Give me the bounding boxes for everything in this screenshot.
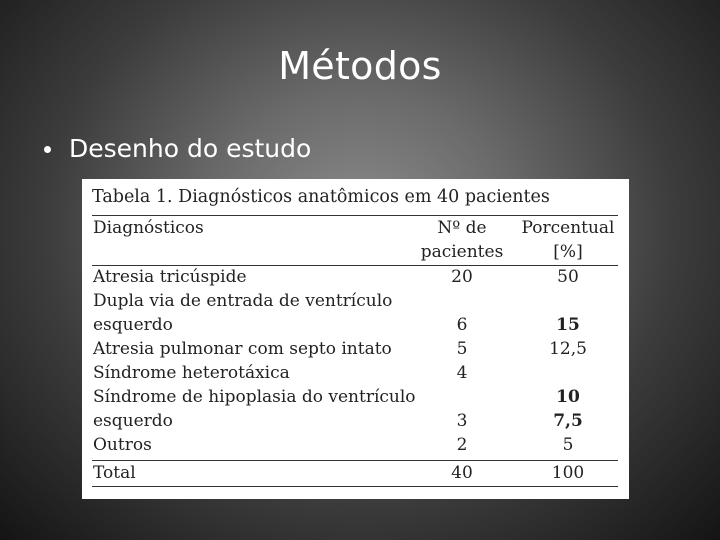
row-label: Atresia pulmonar com septo intato — [93, 339, 392, 359]
row-label: esquerdo — [93, 315, 173, 335]
row-label: esquerdo — [93, 411, 173, 431]
bullet-icon — [44, 146, 51, 153]
row-n: 20 — [451, 267, 473, 287]
bullet-text: Desenho do estudo — [69, 134, 312, 163]
row-label: Síndrome heterotáxica — [93, 363, 290, 383]
header-n-line1: Nº de — [437, 218, 487, 238]
row-pct: 15 — [556, 315, 580, 335]
row-n: 5 — [456, 339, 468, 359]
row-label-total: Total — [93, 463, 136, 483]
row-pct: 5 — [562, 435, 574, 455]
header-pct-line2: [%] — [553, 242, 583, 262]
row-pct: 12,5 — [549, 339, 587, 359]
table-caption: Tabela 1. Diagnósticos anatômicos em 40 pacientes — [92, 187, 550, 207]
header-diagnosticos: Diagnósticos — [93, 218, 204, 238]
row-pct-total: 100 — [551, 463, 585, 483]
row-pct: 7,5 — [553, 411, 583, 431]
bullet-item — [44, 134, 311, 163]
slide-title: Métodos — [278, 44, 442, 88]
row-n-total: 40 — [451, 463, 473, 483]
row-n: 6 — [456, 315, 468, 335]
row-n: 4 — [456, 363, 468, 383]
header-pct-line1: Porcentual — [521, 218, 615, 238]
row-label: Dupla via de entrada de ventrículo — [93, 291, 393, 311]
row-n: 3 — [456, 411, 468, 431]
diagnosis-table — [82, 179, 629, 499]
row-n: 2 — [456, 435, 468, 455]
row-pct: 10 — [556, 387, 580, 407]
row-label: Atresia tricúspide — [93, 267, 247, 287]
header-n-line2: pacientes — [420, 242, 504, 262]
row-label: Síndrome de hipoplasia do ventrículo — [93, 387, 416, 407]
table-bottom-rule — [92, 486, 618, 487]
row-label: Outros — [93, 435, 152, 455]
row-pct: 50 — [557, 267, 579, 287]
